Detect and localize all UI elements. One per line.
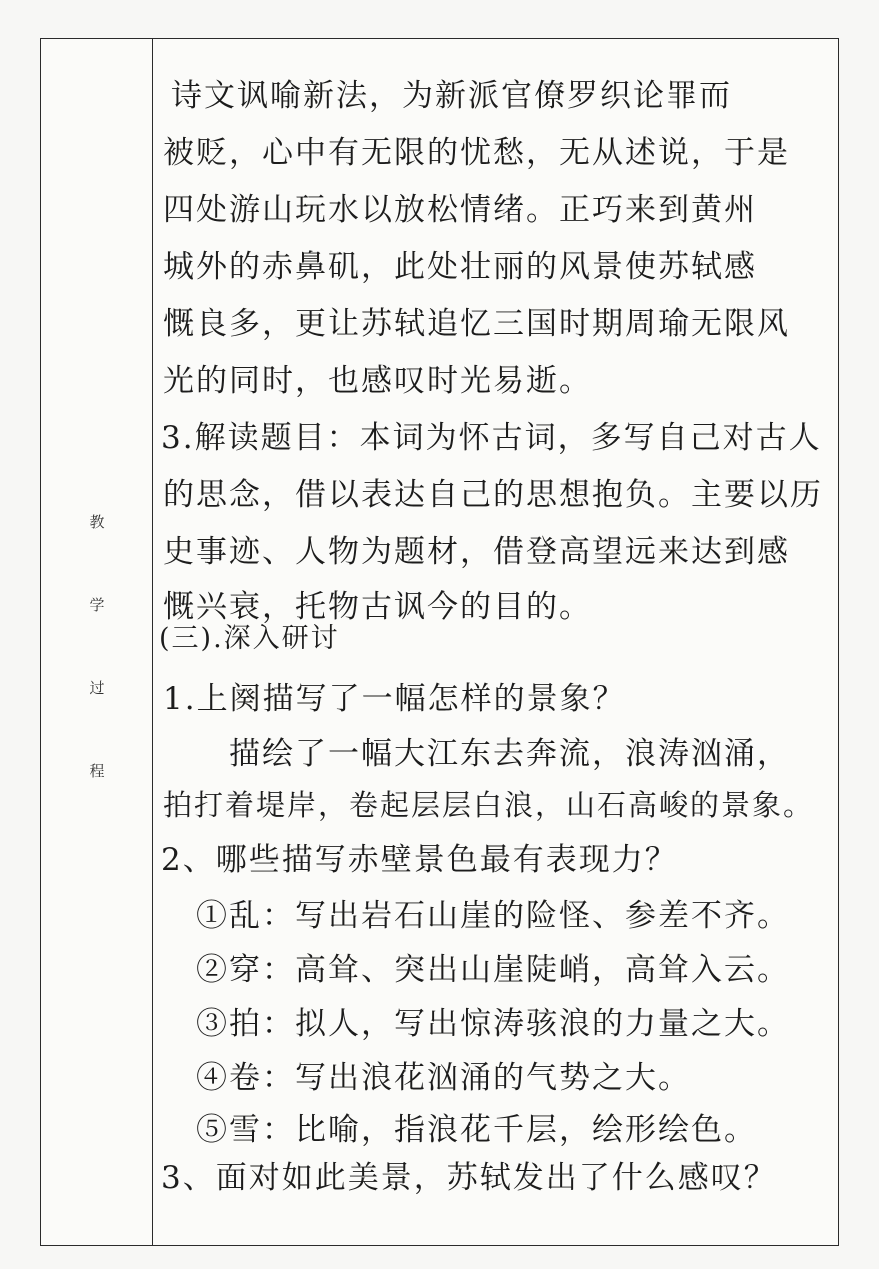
text-line: 3.解读题目：本词为怀古词，多写自己对古人 xyxy=(161,420,822,456)
text-line: 被贬，心中有无限的忧愁，无从述说，于是 xyxy=(163,135,790,171)
text-line: 拍打着堤岸，卷起层层白浪，山石高峻的景象。 xyxy=(163,788,815,822)
answer-item-2: ②穿：高耸、突出山崖陡峭，高耸入云。 xyxy=(163,952,790,988)
question-1: 1.上阕描写了一幅怎样的景象？ xyxy=(163,681,626,717)
side-label-cheng: 程 xyxy=(89,762,105,780)
question-3: 3、面对如此美景，苏轼发出了什么感叹？ xyxy=(161,1160,777,1196)
text-line: 光的同时，也感叹时光易逝。 xyxy=(163,363,592,399)
section-heading: (三).深入研讨 xyxy=(159,623,340,654)
text-line: 四处游山玩水以放松情绪。正巧来到黄州 xyxy=(163,192,757,228)
text-line: 描绘了一幅大江东去奔流，浪涛汹涌， xyxy=(163,736,790,772)
question-2: 2、哪些描写赤壁景色最有表现力？ xyxy=(161,842,678,878)
side-label-xue: 学 xyxy=(89,596,105,614)
text-line: 慨良多，更让苏轼追忆三国时期周瑜无限风 xyxy=(163,306,790,342)
answer-item-3: ③拍：拟人，写出惊涛骇浪的力量之大。 xyxy=(163,1006,790,1042)
answer-item-5: ⑤雪：比喻，指浪花千层，绘形绘色。 xyxy=(163,1112,757,1148)
side-label-column xyxy=(41,39,153,1245)
side-label-jiao: 教 xyxy=(89,513,105,531)
text-line: 慨兴衰，托物古讽今的目的。 xyxy=(163,589,592,625)
answer-item-4: ④卷：写出浪花汹涌的气势之大。 xyxy=(163,1060,691,1096)
text-line: 诗文讽喻新法，为新派官僚罗织论罪而 xyxy=(171,78,732,114)
text-line: 史事迹、人物为题材，借登高望远来达到感 xyxy=(163,534,790,570)
answer-item-1: ①乱：写出岩石山崖的险怪、参差不齐。 xyxy=(163,898,790,934)
side-label-guo: 过 xyxy=(89,679,105,697)
text-line: 的思念，借以表达自己的思想抱负。主要以历 xyxy=(163,477,823,513)
lesson-plan-sheet xyxy=(40,38,839,1246)
handwritten-content xyxy=(153,39,838,1245)
text-line: 城外的赤鼻矶，此处壮丽的风景使苏轼感 xyxy=(163,249,757,285)
